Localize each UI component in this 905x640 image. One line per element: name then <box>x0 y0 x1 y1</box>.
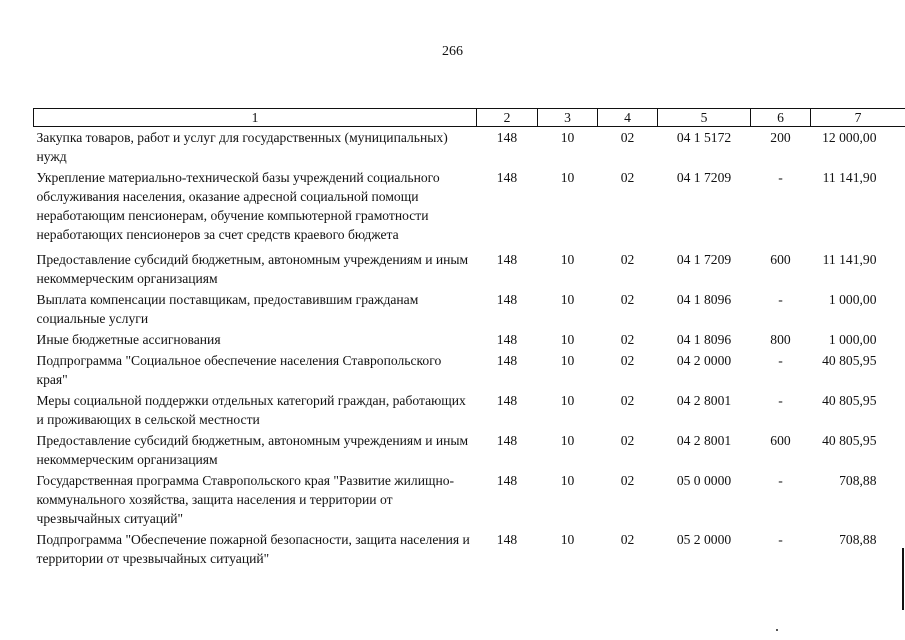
cell-code: 148 <box>496 130 518 145</box>
cell-subsection: 02 <box>620 130 635 145</box>
cell-code: 148 <box>496 252 518 267</box>
table-row <box>34 351 905 391</box>
cell-subsection: 02 <box>620 292 635 307</box>
cell-target: 05 0 0000 <box>676 473 732 488</box>
cell-amount: 1 000,00 <box>828 332 877 347</box>
cell-code: 148 <box>496 353 518 368</box>
cell-subsection: 02 <box>620 252 635 267</box>
cell-subsection: 02 <box>620 170 635 185</box>
cell-section: 10 <box>560 332 575 347</box>
cell-type: 800 <box>770 332 791 347</box>
cell-name: Иные бюджетные ассигнования <box>36 332 221 347</box>
cell-type: - <box>778 532 783 547</box>
cell-code: 148 <box>496 170 518 185</box>
cell-section: 10 <box>560 353 575 368</box>
cell-amount: 708,88 <box>839 473 877 488</box>
cell-code: 148 <box>496 433 518 448</box>
column-header-2: 2 <box>477 109 538 127</box>
cell-amount: 1 000,00 <box>828 292 877 307</box>
cell-target: 04 1 8096 <box>676 292 732 307</box>
column-header-5: 5 <box>658 109 751 127</box>
table-row <box>34 530 905 570</box>
cell-name: Предоставление субсидий бюджетным, автономным учреждениям и иным некоммерческим организациям <box>36 252 469 286</box>
table-row <box>34 330 905 351</box>
table-row <box>34 290 905 330</box>
cell-name: Укрепление материально-технической базы учреждений социального обслуживания населения, оказание адресной социальной помощи неработающим пенсионерам, обучение компьютерной грамотности неработающих пенсионеров за счет средств краевого бюджета <box>36 170 440 242</box>
cell-section: 10 <box>560 170 575 185</box>
cell-target: 04 1 7209 <box>676 170 732 185</box>
cell-name: Государственная программа Ставропольского края "Развитие жилищно-коммунального хозяйства, защита населения и территории от чрезвычайных ситуаций" <box>36 473 455 526</box>
cell-name: Подпрограмма "Обеспечение пожарной безопасности, защита населения и территории от чрезвычайных ситуаций" <box>36 532 470 566</box>
cell-type: - <box>778 473 783 488</box>
scan-speck <box>776 629 778 631</box>
scan-margin-line <box>902 548 904 610</box>
table-row <box>34 391 905 431</box>
table-row <box>34 471 905 530</box>
cell-code: 148 <box>496 473 518 488</box>
cell-target: 04 1 8096 <box>676 332 732 347</box>
cell-type: - <box>778 292 783 307</box>
cell-type: - <box>778 393 783 408</box>
cell-name: Меры социальной поддержки отдельных категорий граждан, работающих и проживающих в сельской местности <box>36 393 466 427</box>
cell-code: 148 <box>496 332 518 347</box>
cell-amount: 11 141,90 <box>822 252 877 267</box>
cell-type: - <box>778 353 783 368</box>
cell-amount: 708,88 <box>839 532 877 547</box>
cell-type: 200 <box>770 130 791 145</box>
cell-name: Закупка товаров, работ и услуг для государственных (муниципальных) нужд <box>36 130 448 164</box>
cell-target: 04 2 8001 <box>676 393 732 408</box>
column-header-6: 6 <box>751 109 811 127</box>
cell-target: 04 1 7209 <box>676 252 732 267</box>
cell-subsection: 02 <box>620 433 635 448</box>
cell-amount: 40 805,95 <box>822 393 877 408</box>
table-row <box>34 431 905 471</box>
cell-amount: 40 805,95 <box>822 433 877 448</box>
cell-name: Предоставление субсидий бюджетным, автономным учреждениям и иным некоммерческим организациям <box>36 433 469 467</box>
cell-section: 10 <box>560 393 575 408</box>
cell-amount: 40 805,95 <box>822 353 877 368</box>
cell-subsection: 02 <box>620 353 635 368</box>
cell-subsection: 02 <box>620 393 635 408</box>
cell-section: 10 <box>560 130 575 145</box>
cell-code: 148 <box>496 393 518 408</box>
cell-section: 10 <box>560 252 575 267</box>
cell-target: 04 2 8001 <box>676 433 732 448</box>
column-header-4: 4 <box>598 109 658 127</box>
cell-section: 10 <box>560 433 575 448</box>
cell-code: 148 <box>496 292 518 307</box>
table-row <box>34 127 905 169</box>
cell-name: Подпрограмма "Социальное обеспечение населения Ставропольского края" <box>36 353 442 387</box>
cell-type: - <box>778 170 783 185</box>
budget-table <box>33 108 905 570</box>
cell-target: 04 1 5172 <box>676 130 732 145</box>
cell-subsection: 02 <box>620 532 635 547</box>
column-header-7: 7 <box>811 109 905 127</box>
cell-section: 10 <box>560 532 575 547</box>
page-number: 266 <box>442 44 463 59</box>
column-header-3: 3 <box>538 109 598 127</box>
cell-target: 05 2 0000 <box>676 532 732 547</box>
cell-type: 600 <box>770 433 791 448</box>
cell-type: 600 <box>770 252 791 267</box>
header-row <box>34 109 905 127</box>
column-header-1: 1 <box>34 109 477 127</box>
table-row <box>34 246 905 290</box>
cell-subsection: 02 <box>620 332 635 347</box>
cell-code: 148 <box>496 532 518 547</box>
cell-target: 04 2 0000 <box>676 353 732 368</box>
table-row <box>34 168 905 246</box>
cell-amount: 11 141,90 <box>822 170 877 185</box>
cell-amount: 12 000,00 <box>822 130 877 145</box>
cell-section: 10 <box>560 473 575 488</box>
cell-name: Выплата компенсации поставщикам, предоставившим гражданам социальные услуги <box>36 292 419 326</box>
cell-subsection: 02 <box>620 473 635 488</box>
cell-section: 10 <box>560 292 575 307</box>
